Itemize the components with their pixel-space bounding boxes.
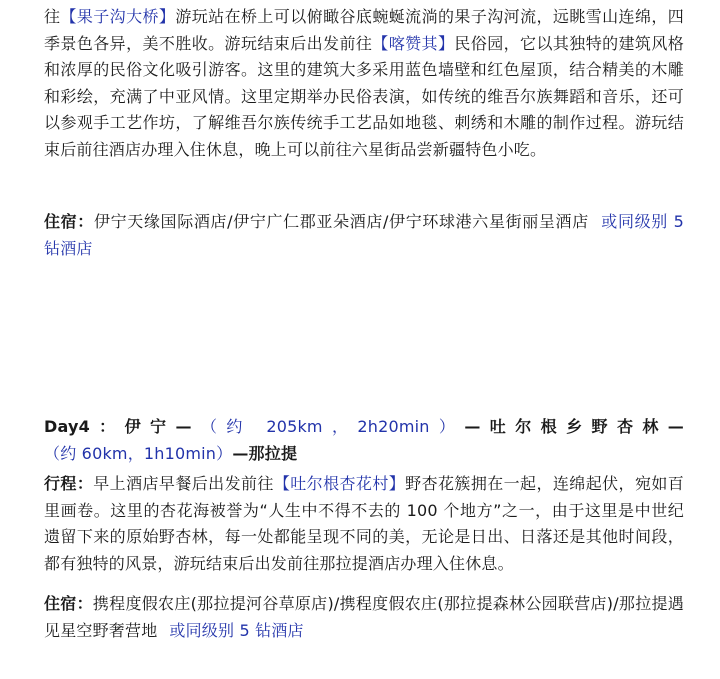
day4-text-1: 早上酒店早餐后出发前往 [93, 474, 274, 493]
day3-lodging-alternative: 或同级别 5 钻酒店 [44, 212, 685, 258]
day3-lodging-label: 住宿： [44, 212, 94, 231]
day3-lodging-hotels: 伊宁天缘国际酒店/伊宁广仁郡亚朵酒店/伊宁环球港六星街丽呈酒店 [93, 212, 589, 231]
day3-text-3: 民俗园，它以其独特的建筑风格和浓厚的民俗文化吸引游客。这里的建筑大多采用蓝色墙壁和红色屋顶，结合精美的木雕和彩绘，充满了中亚风情。这里定期举办民俗表演，如传统的维吾尔族舞蹈和音乐，还可以参观手工艺作坊，了解维吾尔族传统手工艺品如地毯、刺绣和木雕的制作过程。游玩结束后前往酒店办理入住休息，晚上可以前往六星街品尝新疆特色小吃。 [44, 33, 684, 159]
day4-heading [44, 414, 684, 467]
day3-description [44, 4, 684, 163]
day4-lodging [44, 591, 684, 644]
attraction-kazanqi: 【喀赞其】 [372, 33, 455, 53]
day3-text-2: 游玩站在桥上可以俯瞰谷底蜿蜒流淌的果子沟河流，远眺雪山连绵，四季景色各异，美不胜收。游玩结束后出发前往 [44, 7, 685, 53]
day4-text-2: 野杏花簇拥在一起，连绵起伏，宛如百里画卷。这里的杏花海被誉为“人生中不得不去的 100 个地方”之一，由于这里是中世纪遗留下来的原始野杏林，每一处都能呈现不同的美，无论是日出、日落还是其他时间段，都有独特的风景，游玩结束后出发前往那拉提酒店办理入住休息。 [44, 474, 684, 573]
day4-lodging-label: 住宿： [44, 594, 93, 613]
day3-text-1: 往 [44, 7, 61, 26]
day4-itinerary-label: 行程： [44, 474, 94, 493]
day4-lodging-hotels: 携程度假农庄(那拉提河谷草原店)/携程度假农庄(那拉提森林公园联营店)/那拉提遇见星空野奢营地 [44, 594, 684, 640]
day3-lodging [44, 209, 684, 262]
day4-lodging-alternative: 或同级别 5 钻酒店 [169, 620, 304, 640]
day4-stop-2: —那拉提 [232, 443, 298, 463]
day4-label: Day4：伊宁— [44, 417, 192, 436]
day4-distance-2: （约 60km，1h10min） [44, 443, 233, 463]
day4-description [44, 471, 684, 577]
day4-distance-1: （约 205km，2h20min） [191, 417, 465, 436]
attraction-guozigou-bridge: 【果子沟大桥】 [60, 7, 176, 26]
day4-stop-1: —吐尔根乡野杏林— [464, 417, 685, 436]
attraction-tuergen-apricot-village: 【吐尔根杏花村】 [273, 474, 406, 493]
